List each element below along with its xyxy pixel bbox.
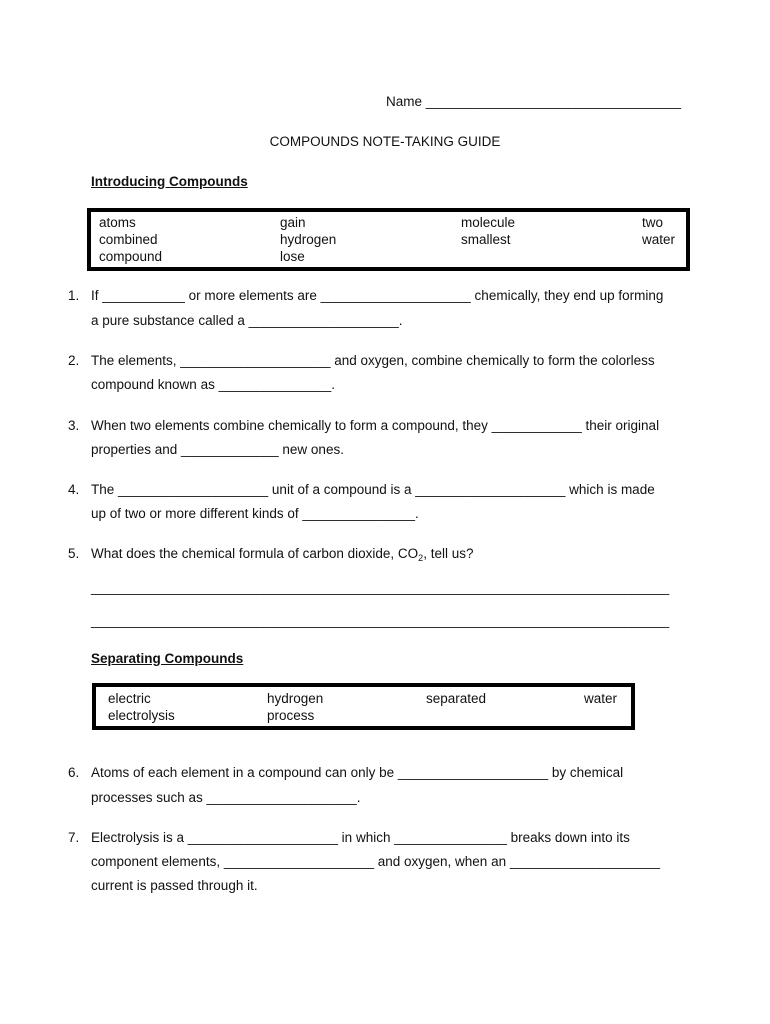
question-line: current is passed through it. xyxy=(91,878,258,893)
page-title: COMPOUNDS NOTE-TAKING GUIDE xyxy=(269,134,501,149)
question-line: If ___________ or more elements are ____________________ chemically, they end up forming xyxy=(91,288,664,303)
word-bank-term: lose xyxy=(280,249,305,264)
word-bank-term: separated xyxy=(426,691,487,706)
question-line: Atoms of each element in a compound can only be ____________________ by chemical xyxy=(91,765,624,780)
word-bank-term: process xyxy=(267,708,315,723)
question-text: What does the chemical formula of carbon dioxide, CO xyxy=(91,546,419,561)
question-line xyxy=(91,546,473,561)
question-line: When two elements combine chemically to form a compound, they ____________ their original xyxy=(91,418,660,433)
question-line: component elements, ____________________ and oxygen, when an ____________________ xyxy=(91,854,660,869)
question-number: 2. xyxy=(68,353,80,368)
word-bank-column xyxy=(108,690,175,724)
question-number: 4. xyxy=(68,482,80,497)
question-number: 5. xyxy=(68,546,80,561)
section-heading-introducing: Introducing Compounds xyxy=(91,174,248,189)
word-bank-term: gain xyxy=(280,215,306,230)
word-bank-term: combined xyxy=(99,232,158,247)
question-line: The ____________________ unit of a compound is a ____________________ which is made xyxy=(91,482,655,497)
question-text: , tell us? xyxy=(423,546,474,561)
question-number: 3. xyxy=(68,418,80,433)
question-line: compound known as _______________. xyxy=(91,377,335,392)
subscript: 2 xyxy=(418,553,424,563)
word-bank-term: compound xyxy=(99,249,163,264)
word-bank-box-2 xyxy=(92,683,635,730)
word-bank-column xyxy=(280,214,336,265)
name-field-line: Name __________________________________ xyxy=(386,94,682,109)
word-bank-term: electrolysis xyxy=(108,708,175,723)
question-line: Electrolysis is a ____________________ in which _______________ breaks down into its xyxy=(91,830,630,845)
word-bank-term: electric xyxy=(108,691,151,706)
word-bank-column xyxy=(99,214,162,265)
word-bank-column xyxy=(426,690,486,707)
word-bank-term: two xyxy=(642,215,664,230)
word-bank-term: smallest xyxy=(461,232,511,247)
answer-line: _____________________________________________________________________________ xyxy=(91,613,670,628)
word-bank-column xyxy=(584,690,617,707)
word-bank-column xyxy=(461,214,515,248)
word-bank-column xyxy=(642,214,675,248)
word-bank-column xyxy=(267,690,323,724)
word-bank-term: hydrogen xyxy=(267,691,324,706)
question-line: The elements, ____________________ and oxygen, combine chemically to form the colorless xyxy=(91,353,655,368)
word-bank-term: water xyxy=(584,691,618,706)
question-line: up of two or more different kinds of _______________. xyxy=(91,506,419,521)
word-bank-term: atoms xyxy=(99,215,136,230)
question-line: a pure substance called a ____________________. xyxy=(91,313,403,328)
word-bank-term: molecule xyxy=(461,215,516,230)
section-heading-separating: Separating Compounds xyxy=(91,651,244,666)
word-bank-term: water xyxy=(642,232,676,247)
question-number: 6. xyxy=(68,765,80,780)
question-line: properties and _____________ new ones. xyxy=(91,442,344,457)
answer-line: _____________________________________________________________________________ xyxy=(91,580,670,595)
word-bank-term: hydrogen xyxy=(280,232,337,247)
question-number: 1. xyxy=(68,288,80,303)
question-line: processes such as ____________________. xyxy=(91,790,361,805)
word-bank-box-1 xyxy=(87,208,690,271)
question-number: 7. xyxy=(68,830,80,845)
